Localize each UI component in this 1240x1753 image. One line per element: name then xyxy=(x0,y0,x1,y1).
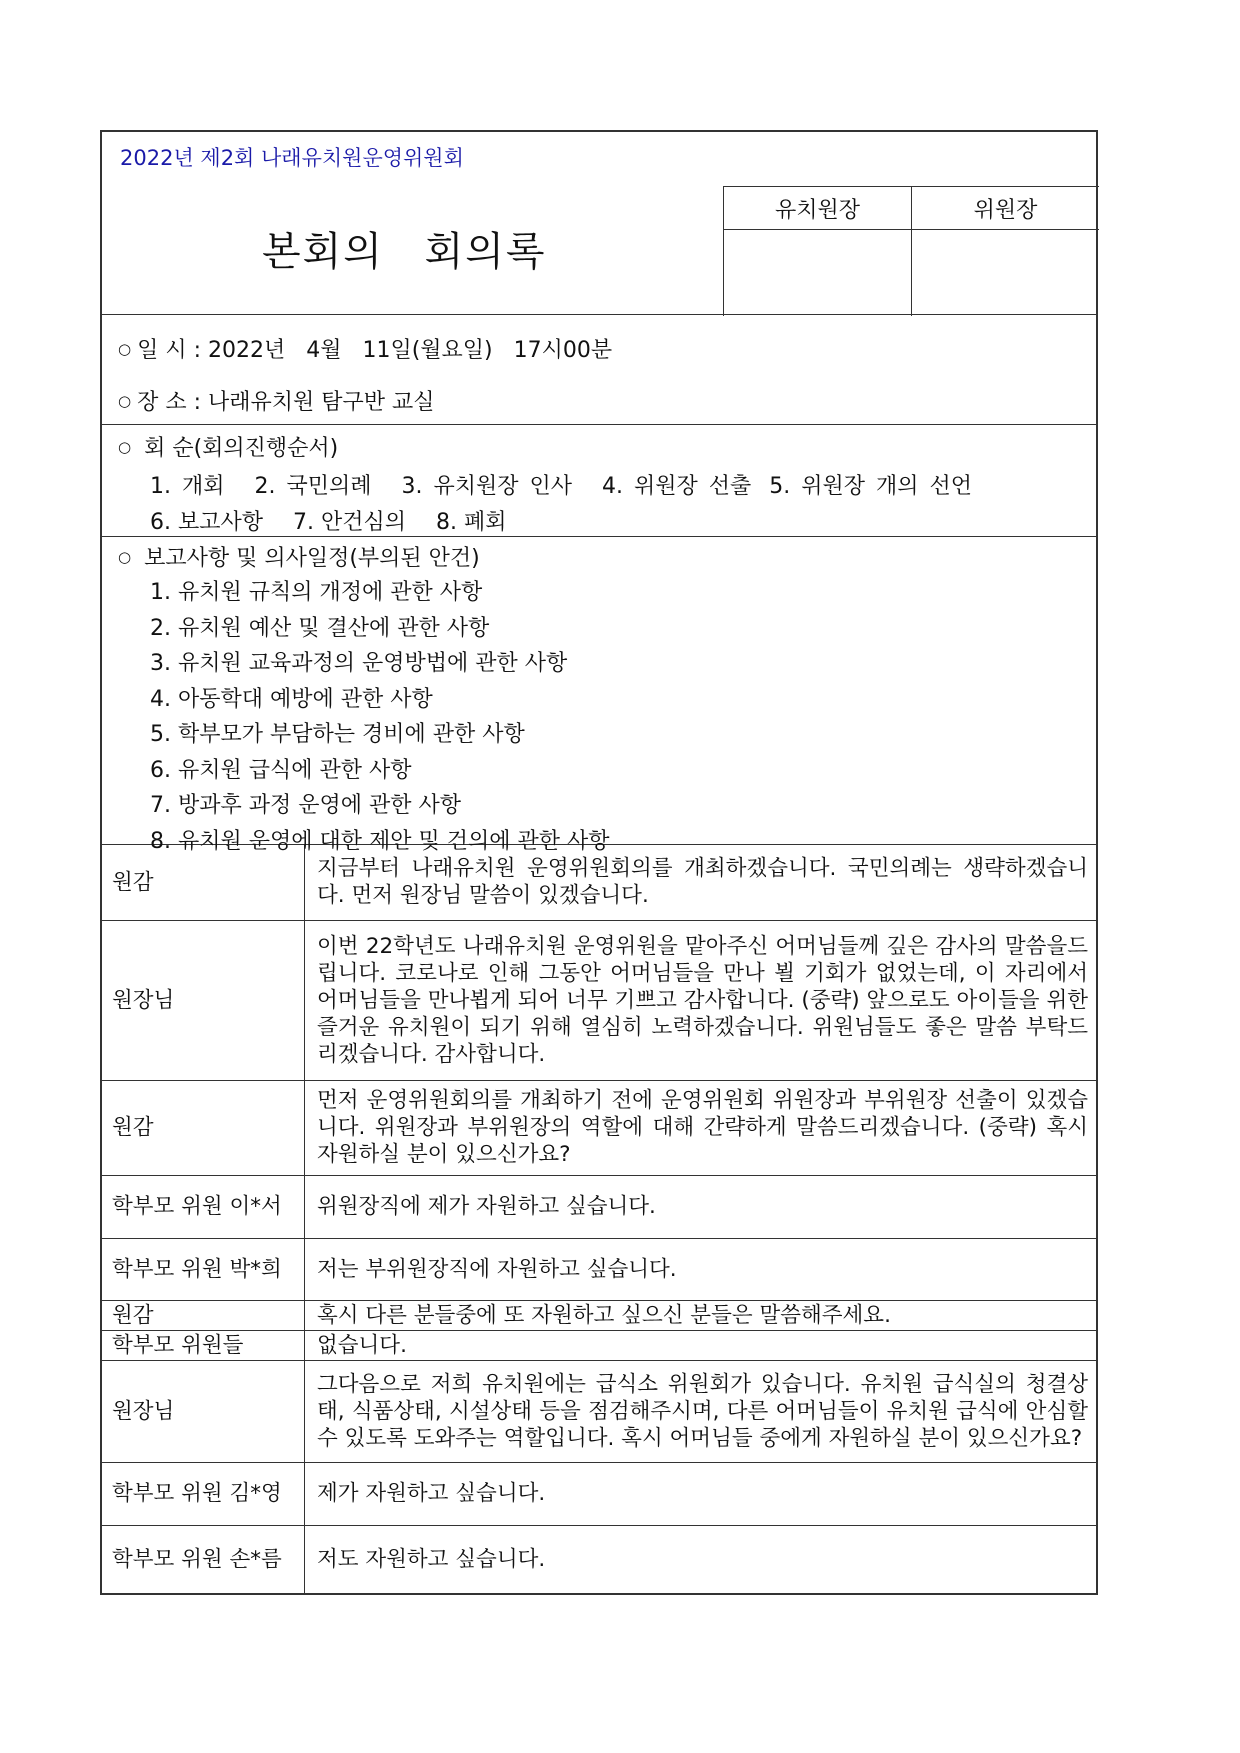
statement: 없습니다. xyxy=(305,1330,1097,1360)
agenda-item: 1. 유치원 규칙의 개정에 관한 사항 xyxy=(150,580,483,605)
speaker: 원감 xyxy=(102,845,305,920)
datetime-label: 일 시 : xyxy=(137,338,201,363)
speaker: 학부모 위원 손*름 xyxy=(102,1525,305,1593)
circle-bullet-icon: ○ xyxy=(118,548,132,566)
minutes-row xyxy=(102,1238,1096,1300)
place-label: 장 소 : xyxy=(137,390,201,415)
statement: 위원장직에 제가 자원하고 싶습니다. xyxy=(305,1175,1097,1238)
order-item: 6. 보고사항 xyxy=(150,510,263,535)
agenda-list xyxy=(150,575,609,859)
minutes-row xyxy=(102,1462,1096,1525)
minutes-row xyxy=(102,920,1096,1080)
signature-label-chair: 위원장 xyxy=(912,187,1099,230)
statement: 혹시 다른 분들중에 또 자원하고 싶으신 분들은 말씀해주세요. xyxy=(305,1300,1097,1330)
agenda-item: 8. 유치원 운영에 대한 제안 및 건의에 관한 사항 xyxy=(150,828,610,854)
agenda-item: 3. 유치원 교육과정의 운영방법에 관한 사항 xyxy=(150,651,568,676)
datetime-line xyxy=(118,333,612,364)
statement: 먼저 운영위원회의를 개최하기 전에 운영위원회 위원장과 부위원장 선출이 있겠습니다. 위원장과 부위원장의 역할에 대해 간략하게 말씀드리겠습니다. (중략) 혹시 자원하실 분이 있으신가요? xyxy=(305,1080,1097,1175)
minutes-table xyxy=(102,845,1096,1593)
place-value: 나래유치원 탐구반 교실 xyxy=(208,390,435,415)
agenda-item: 5. 학부모가 부담하는 경비에 관한 사항 xyxy=(150,722,525,747)
circle-bullet-icon: ○ xyxy=(118,438,132,456)
speaker: 원장님 xyxy=(102,1360,305,1462)
order-item: 5. 위원장 개의 선언 xyxy=(769,474,972,499)
order-item: 7. 안건심의 xyxy=(293,510,406,535)
document-header xyxy=(102,132,1096,315)
agenda-section xyxy=(102,537,1096,854)
speaker: 원감 xyxy=(102,1300,305,1330)
place-line xyxy=(118,385,435,416)
order-item: 1. 개회 xyxy=(150,474,225,499)
signature-field-chair[interactable] xyxy=(912,230,1099,316)
circle-bullet-icon: ○ xyxy=(118,392,132,410)
order-item: 3. 유치원장 인사 xyxy=(401,474,572,499)
statement: 저도 자원하고 싶습니다. xyxy=(305,1525,1097,1593)
agenda-item: 2. 유치원 예산 및 결산에 관한 사항 xyxy=(150,615,490,641)
order-row-2 xyxy=(150,505,537,536)
document-title: 본회의 회의록 xyxy=(262,229,547,275)
meeting-info xyxy=(102,315,1096,425)
order-item: 8. 폐회 xyxy=(436,510,507,535)
minutes-row xyxy=(102,1360,1096,1462)
speaker: 원장님 xyxy=(102,920,305,1080)
speaker: 원감 xyxy=(102,1080,305,1175)
order-item: 4. 위원장 선출 xyxy=(602,474,752,499)
minutes-row xyxy=(102,1330,1096,1360)
minutes-row xyxy=(102,1300,1096,1330)
statement: 저는 부위원장직에 자원하고 싶습니다. xyxy=(305,1238,1097,1300)
agenda-heading: ○ 보고사항 및 의사일정(부의된 안건) xyxy=(118,546,480,571)
minutes-row xyxy=(102,1080,1096,1175)
order-heading: ○ 회 순(회의진행순서) xyxy=(118,436,339,461)
order-row-1 xyxy=(150,469,972,500)
statement: 이번 22학년도 나래유치원 운영위원을 맡아주신 어머님들께 깊은 감사의 말씀을드립니다. 코로나로 인해 그동안 어머님들을 만나 뵐 기회가 없었는데, 이 자리에서 어머님들을 만나뵙게 되어 너무 기쁘고 감사합니다. (중략) 앞으로도 아이들을 위한 즐거운 유치원이 되기 위해 열심히 노력하겠습니다. 위원님들도 좋은 말씀 부탁드리겠습니다. 감사합니다. xyxy=(305,920,1097,1080)
meeting-minutes-document xyxy=(100,130,1098,1595)
order-item: 2. 국민의례 xyxy=(254,474,372,499)
datetime-value: 2022년 4월 11일(월요일) 17시00분 xyxy=(208,338,613,363)
statement: 그다음으로 저희 유치원에는 급식소 위원회가 있습니다. 유치원 급식실의 청결상태, 식품상태, 시설상태 등을 점검해주시며, 다른 어머님들이 유치원 급식에 안심할 수 있도록 도와주는 역할입니다. 혹시 어머님들 중에게 자원하실 분이 있으신가요? xyxy=(305,1360,1097,1462)
meeting-number: 2022년 제2회 나래유치원운영위원회 xyxy=(120,146,464,170)
signature-field-principal[interactable] xyxy=(724,230,912,316)
speaker: 학부모 위원 박*희 xyxy=(102,1238,305,1300)
agenda-item: 7. 방과후 과정 운영에 관한 사항 xyxy=(150,793,461,818)
minutes-row xyxy=(102,1175,1096,1238)
meeting-order xyxy=(102,425,1096,537)
agenda-item: 6. 유치원 급식에 관한 사항 xyxy=(150,757,412,783)
circle-bullet-icon: ○ xyxy=(118,340,132,358)
approval-signature-box xyxy=(723,186,1099,316)
statement: 지금부터 나래유치원 운영위원회의를 개최하겠습니다. 국민의례는 생략하겠습니다. 먼저 원장님 말씀이 있겠습니다. xyxy=(317,856,1088,909)
statement: 제가 자원하고 싶습니다. xyxy=(305,1462,1097,1525)
speaker: 학부모 위원 이*서 xyxy=(102,1175,305,1238)
speaker: 학부모 위원 김*영 xyxy=(102,1462,305,1525)
minutes-row xyxy=(102,1525,1096,1593)
agenda-item: 4. 아동학대 예방에 관한 사항 xyxy=(150,686,433,712)
signature-label-principal: 유치원장 xyxy=(724,187,912,230)
speaker: 학부모 위원들 xyxy=(102,1330,305,1360)
